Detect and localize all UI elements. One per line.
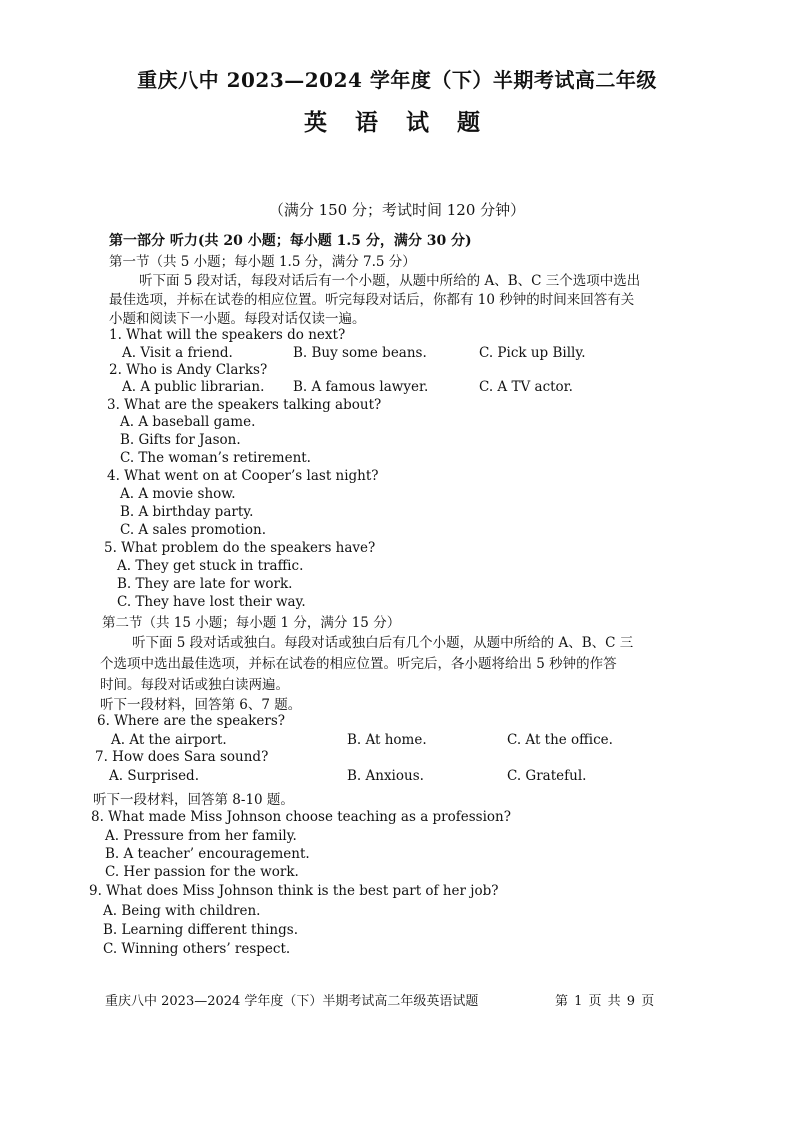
section2-instruction-line: 听下面 5 段对话或独白。每段对话或独白后有几个小题，从题中所给的 A、B、C 三 bbox=[132, 635, 634, 651]
question-7: 7. How does Sara sound? bbox=[95, 749, 269, 765]
question-6: 6. Where are the speakers? bbox=[97, 713, 286, 729]
section2-instruction-line: 个选项中选出最佳选项，并标在试卷的相应位置。听完后，各小题将给出 5 秒钟的作答 bbox=[100, 656, 617, 672]
score-info: （满分 150 分；考试时间 120 分钟） bbox=[268, 201, 526, 219]
option-c: C. Her passion for the work. bbox=[105, 864, 299, 880]
exam-subject: 英 语 试 题 bbox=[303, 109, 491, 136]
question-3: 3. What are the speakers talking about? bbox=[107, 397, 382, 413]
option-b: B. A teacher’ encouragement. bbox=[105, 846, 310, 862]
question-9: 9. What does Miss Johnson think is the best part of her job? bbox=[89, 883, 499, 899]
option-b: B. Gifts for Jason. bbox=[120, 432, 241, 448]
option-a: A. Surprised. bbox=[109, 768, 199, 784]
option-a: A. A movie show. bbox=[120, 486, 236, 502]
page-number: 第 1 页 共 9 页 bbox=[555, 994, 656, 1009]
option-c: C. A TV actor. bbox=[479, 379, 573, 395]
section1-heading: 第一节（共 5 小题；每小题 1.5 分，满分 7.5 分） bbox=[109, 254, 416, 270]
material-note: 听下一段材料，回答第 6、7 题。 bbox=[100, 697, 302, 713]
option-b: B. Anxious. bbox=[347, 768, 424, 784]
option-c: C. They have lost their way. bbox=[117, 594, 306, 610]
option-c: C. Pick up Billy. bbox=[479, 345, 586, 361]
option-b: B. They are late for work. bbox=[117, 576, 293, 592]
option-c: C. A sales promotion. bbox=[120, 522, 266, 538]
section2-heading: 第二节（共 15 小题；每小题 1 分，满分 15 分） bbox=[102, 615, 401, 631]
option-a: A. At the airport. bbox=[111, 732, 227, 748]
exam-title: 重庆八中 2023—2024 学年度（下）半期考试高二年级 bbox=[137, 68, 657, 92]
question-4: 4. What went on at Cooper’s last night? bbox=[107, 468, 379, 484]
option-a: A. A baseball game. bbox=[120, 414, 256, 430]
option-b: B. At home. bbox=[347, 732, 427, 748]
section2-instruction-line: 时间。每段对话或独白读两遍。 bbox=[100, 677, 289, 693]
question-2: 2. Who is Andy Clarks? bbox=[109, 362, 268, 378]
option-a: A. They get stuck in traffic. bbox=[117, 558, 304, 574]
question-5: 5. What problem do the speakers have? bbox=[104, 540, 376, 556]
option-a: A. A public librarian. bbox=[122, 379, 265, 395]
option-b: B. Learning different things. bbox=[103, 922, 298, 938]
section1-instruction-line: 听下面 5 段对话，每段对话后有一个小题，从题中所给的 A、B、C 三个选项中选出 bbox=[139, 273, 641, 289]
section1-instruction-line: 小题和阅读下一小题。每段对话仅读一遍。 bbox=[109, 311, 366, 327]
option-c: C. Grateful. bbox=[507, 768, 587, 784]
part1-heading: 第一部分 听力(共 20 小题；每小题 1.5 分，满分 30 分) bbox=[109, 233, 472, 249]
option-c: C. Winning others’ respect. bbox=[103, 941, 291, 957]
option-b: B. A birthday party. bbox=[120, 504, 254, 520]
option-a: A. Pressure from her family. bbox=[105, 828, 297, 844]
option-a: A. Being with children. bbox=[103, 903, 261, 919]
option-b: B. Buy some beans. bbox=[293, 345, 427, 361]
option-b: B. A famous lawyer. bbox=[293, 379, 429, 395]
option-c: C. At the office. bbox=[507, 732, 613, 748]
question-8: 8. What made Miss Johnson choose teaching as a profession? bbox=[91, 809, 511, 825]
section1-instruction-line: 最佳选项，并标在试卷的相应位置。听完每段对话后，你都有 10 秒钟的时间来回答有关 bbox=[109, 292, 635, 308]
material-note: 听下一段材料，回答第 8-10 题。 bbox=[93, 792, 294, 808]
footer-text: 重庆八中 2023—2024 学年度（下）半期考试高二年级英语试题 bbox=[105, 994, 479, 1009]
option-a: A. Visit a friend. bbox=[122, 345, 233, 361]
question-1: 1. What will the speakers do next? bbox=[109, 327, 346, 343]
option-c: C. The woman’s retirement. bbox=[120, 450, 311, 466]
